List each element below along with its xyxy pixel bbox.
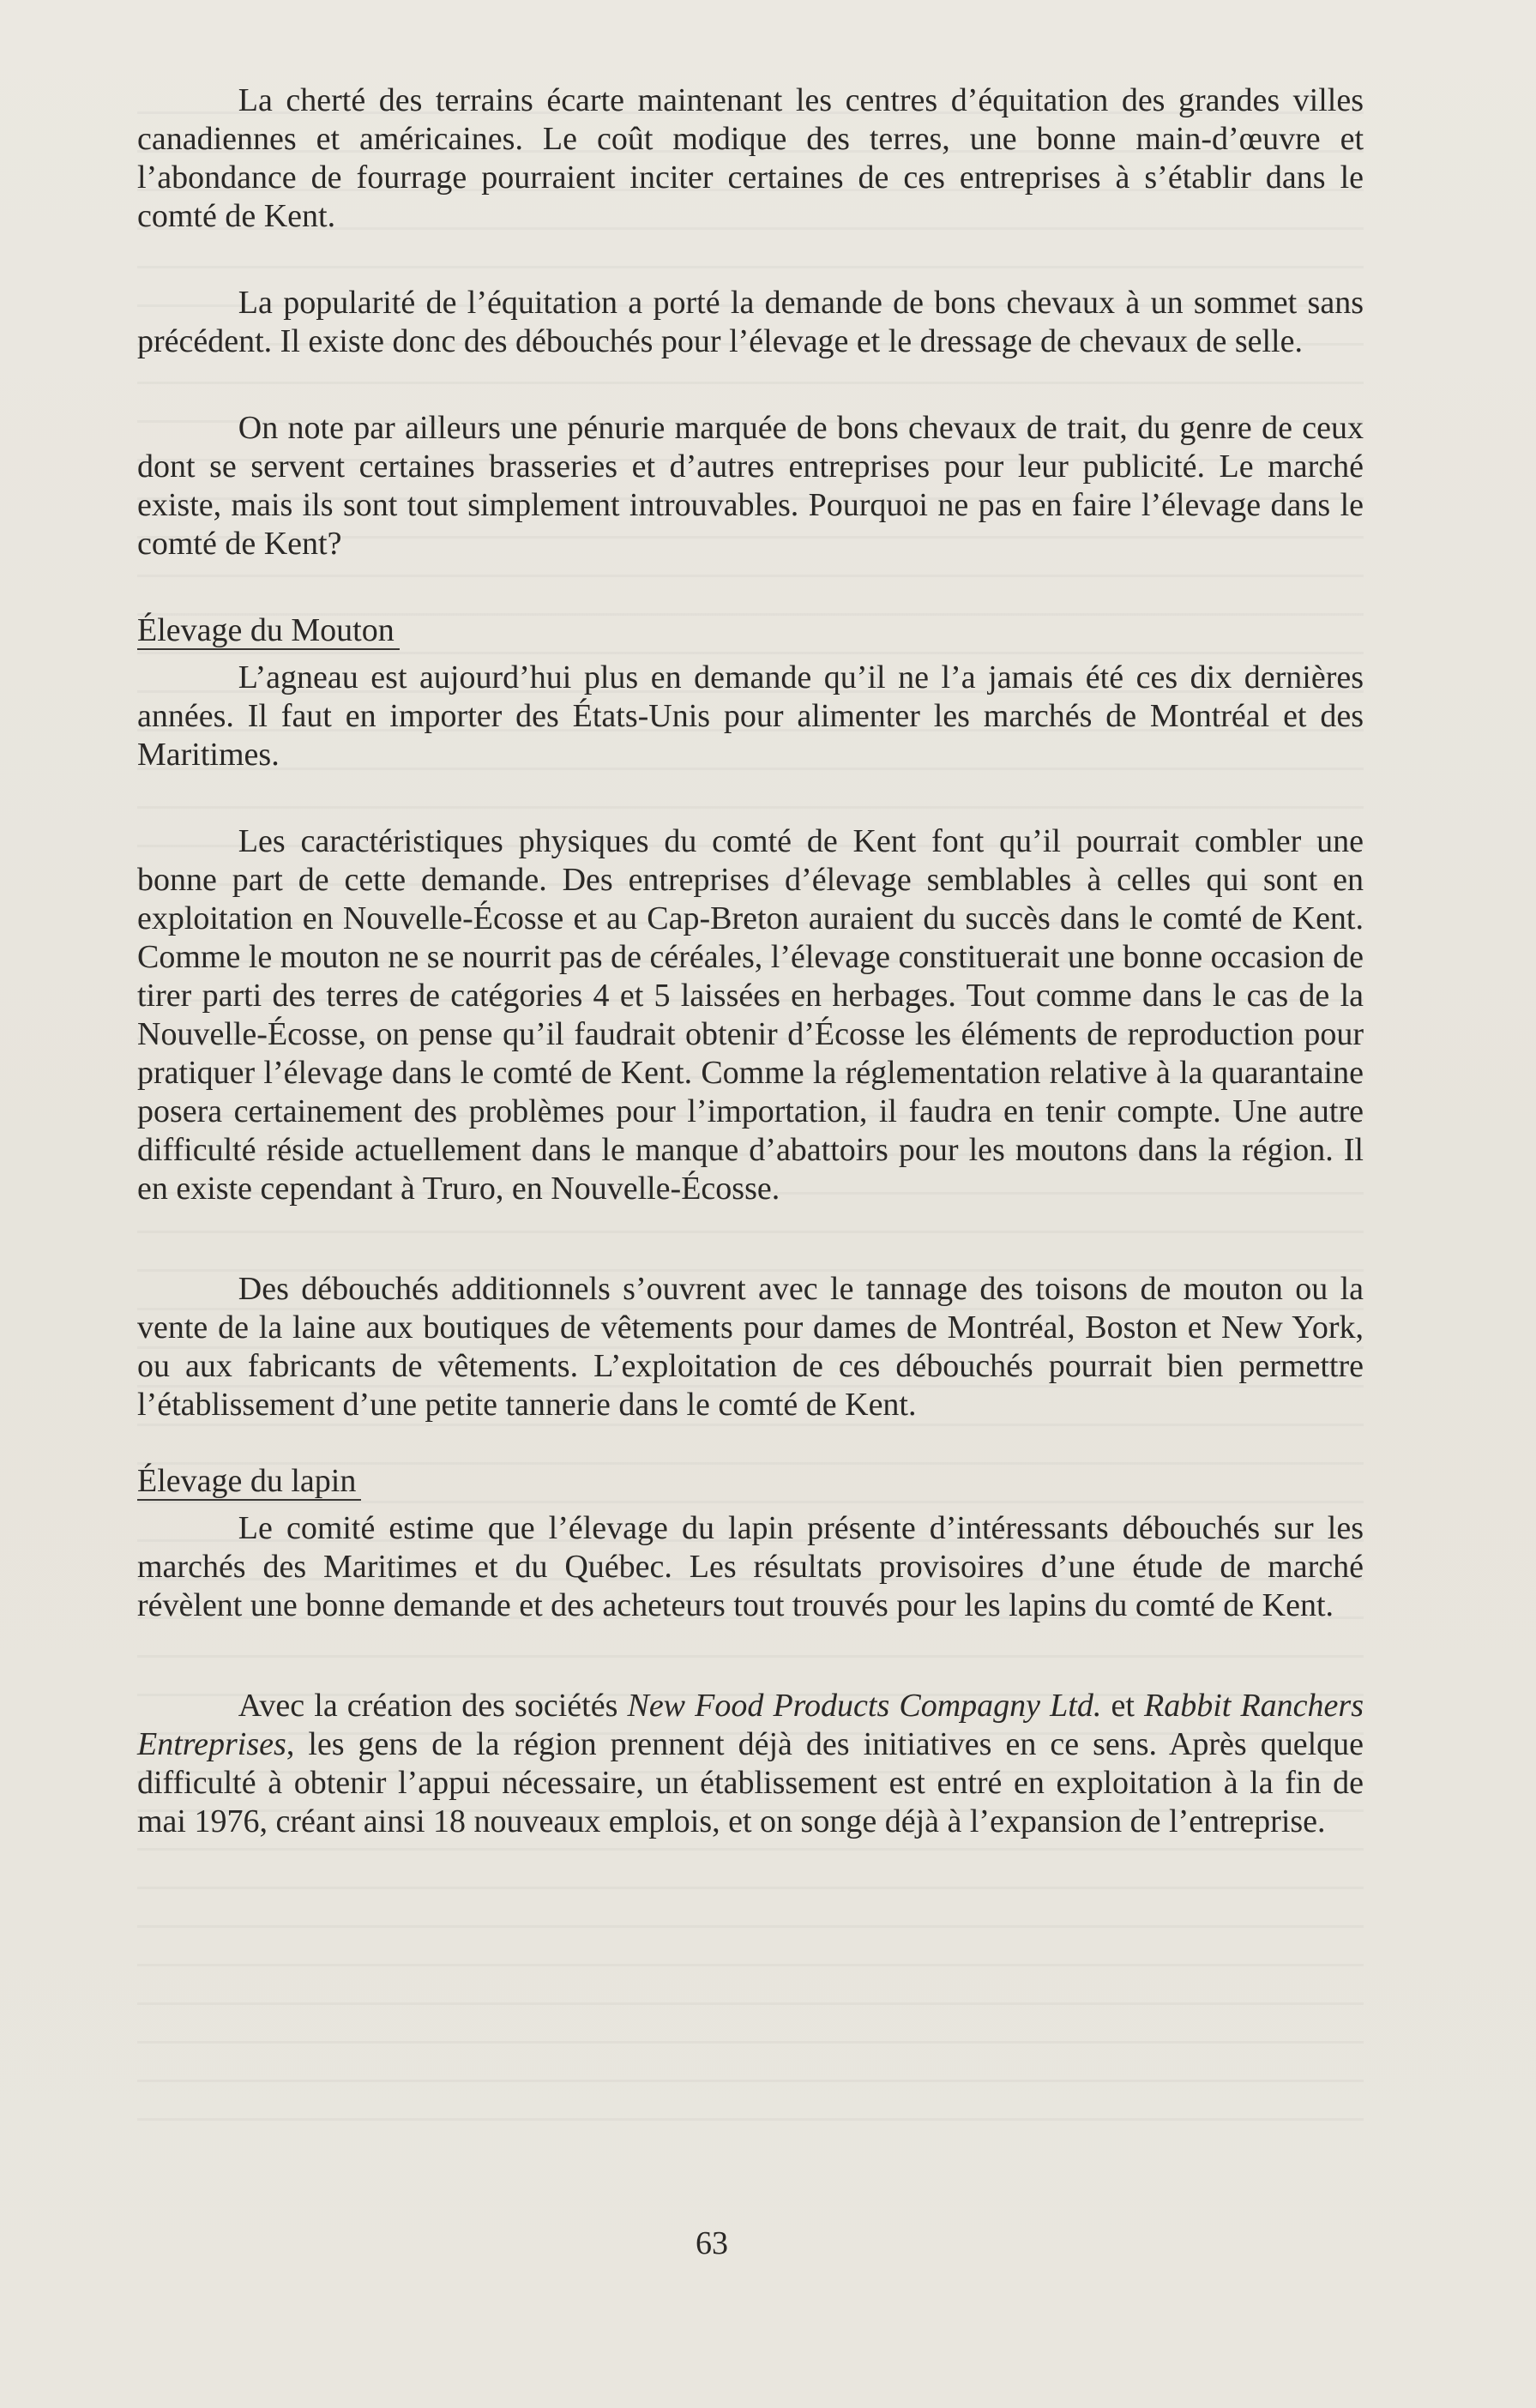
paragraph-saddle-horses: La popularité de l’équitation a porté la demande de bons chevaux à un sommet sans précédent. Il existe donc des débouchés pour l’élevage et le dressage de chevaux de selle. (137, 285, 1364, 359)
paragraph-additional-outlets: Des débouchés additionnels s’ouvrent avec le tannage des toisons de mouton ou la vente de la laine aux boutiques de vêtements pour dames de Montréal, Boston et New York, ou aux fabricants de vêtements. L’exploitation de ces débouchés pourrait bien permettre l’établissement d’une petite tannerie dans le comté de Kent. (137, 1271, 1364, 1423)
paragraph-rabbit-market: Le comité estime que l’élevage du lapin présente d’intéressants débouchés sur les marchés des Maritimes et du Québec. Les résultats provisoires d’une étude de marché révèlent une bonne demande et des acheteurs tout trouvés pour les lapins du comté de Kent. (137, 1510, 1364, 1623)
paragraph-lamb-demand: L’agneau est aujourd’hui plus en demande qu’il ne l’a jamais été ces dix dernières années. Il faut en importer des États-Unis pour alimenter les marchés de Montréal et des Maritimes. (137, 659, 1364, 773)
paragraph-text-segment: et (1101, 1688, 1145, 1724)
paragraph-kent-characteristics: Les caractéristiques physiques du comté de Kent font qu’il pourrait combler une bonne part de cette demande. Des entreprises d’élevage semblables à celles qui sont en exploitation en Nouvelle-Écosse et au Cap-Breton auraient du succès dans le comté de Kent. Comme le mouton ne se nourrit pas de céréales, l’élevage constituerait une bonne occasion de tirer parti des terres de catégories 4 et 5 laissées en herbages. Tout comme dans le cas de la Nouvelle-Écosse, on pense qu’il faudrait obtenir d’Écosse les éléments de reproduction pour pratiquer l’élevage dans le comté de Kent. Comme la réglementation relative à la quarantaine posera certainement des problèmes pour l’importation, il faudra en tenir compte. Une autre difficulté réside actuellement dans le manque d’abattoirs pour les moutons dans la région. Il en existe cependant à Truro, en Nouvelle-Écosse. (137, 823, 1364, 1207)
heading-sheep-breeding: Élevage du Mouton (137, 612, 400, 650)
page-number: 63 (696, 2225, 728, 2261)
heading-rabbit-breeding: Élevage du lapin (137, 1463, 361, 1501)
paragraph-text-segment: , les gens de la région prennent déjà des initiatives en ce sens. Après quelque difficulté à obtenir l’appui nécessaire, un établissement est entré en exploitation à la fin de mai 1976, créant ainsi 18 nouveaux emplois, et on songe déjà à l’expansion de l’entreprise. (137, 1726, 1364, 1839)
paragraph-riding-centres: La cherté des terrains écarte maintenant les centres d’équitation des grandes villes canadiennes et américaines. Le coût modique des terres, une bonne main-d’œuvre et l’abondance de fourrage pourraient inciter certaines de ces entreprises à s’établir dans le comté de Kent. (137, 82, 1364, 234)
paragraph-draft-horses: On note par ailleurs une pénurie marquée de bons chevaux de trait, du genre de ceux dont se servent certaines brasseries et d’autres entreprises pour leur publicité. Le marché existe, mais ils sont tout simplement introuvables. Pourquoi ne pas en faire l’élevage dans le comté de Kent? (137, 410, 1364, 562)
paragraph-text-segment: Avec la création des sociétés (238, 1688, 628, 1724)
company-name-new-food: New Food Products Compagny Ltd. (627, 1688, 1102, 1724)
company-name-rabbit-ranchers: Rabbit Ranchers Entreprises (137, 1688, 1364, 1762)
text-column (137, 81, 1364, 1841)
paragraph-rabbit-companies (137, 1687, 1364, 1841)
